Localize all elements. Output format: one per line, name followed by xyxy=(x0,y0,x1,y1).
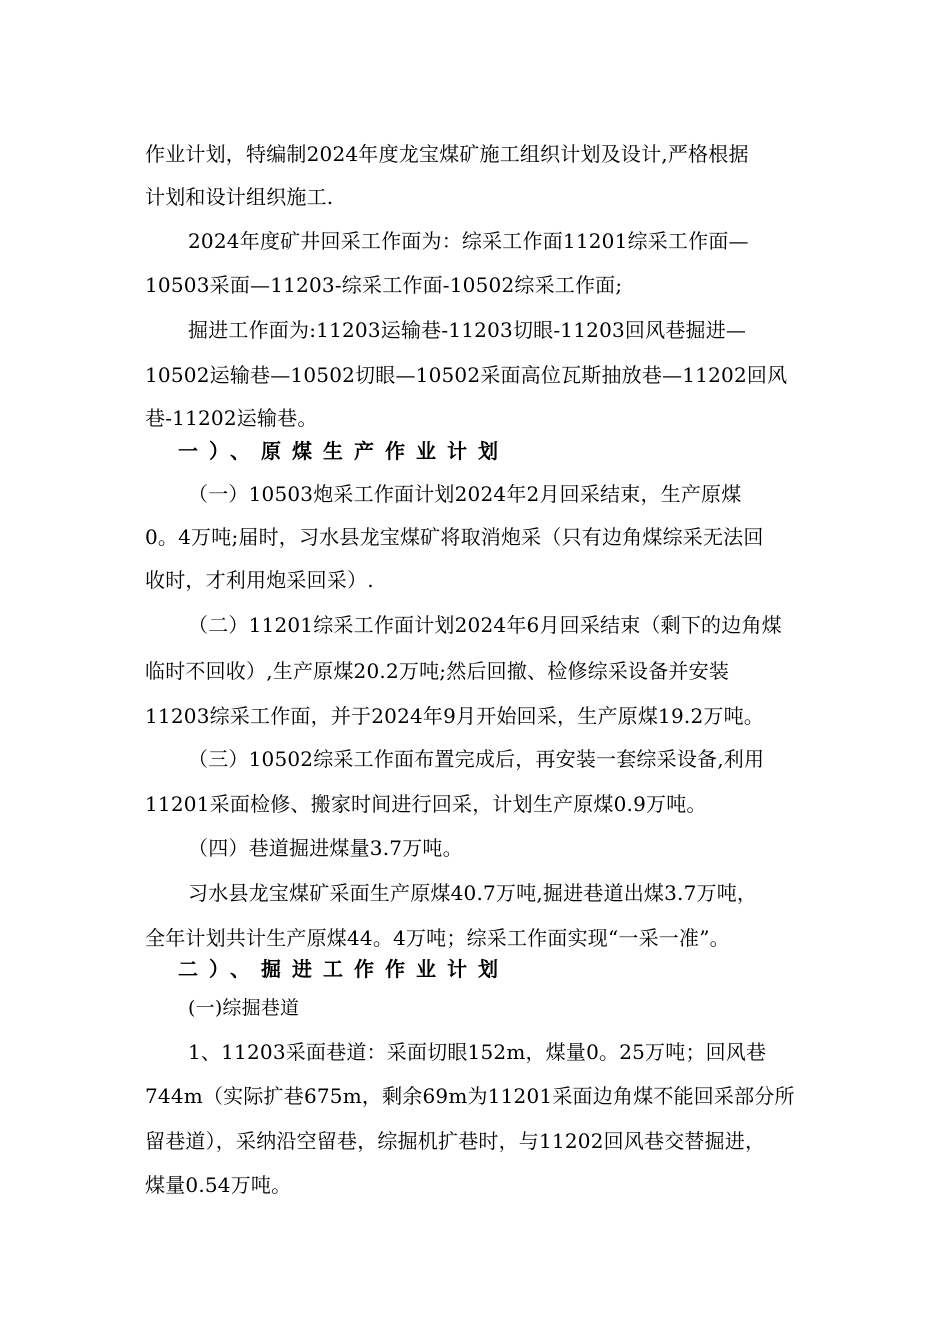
paragraph-line: 全年计划共计生产原煤44。4万吨；综采工作面实现“一采一准”。 xyxy=(145,926,730,950)
paragraph-line: （一）10503炮采工作面计划2024年2月回采结束，生产原煤 xyxy=(188,482,742,506)
paragraph-line: 巷-11202运输巷。 xyxy=(145,406,318,430)
paragraph-line: 作业计划，特编制2024年度龙宝煤矿施工组织计划及设计,严格根据 xyxy=(145,142,749,166)
section-heading-1: 一）、原煤生产作业计划 xyxy=(178,439,509,463)
paragraph-line: 10503采面—11203-综采工作面-10502综采工作面; xyxy=(145,273,623,297)
paragraph-line: 计划和设计组织施工. xyxy=(145,185,334,209)
paragraph-line: 0。4万吨;届时，习水县龙宝煤矿将取消炮采（只有边角煤综采无法回 xyxy=(145,525,764,549)
paragraph-line: 2024年度矿井回采工作面为：综采工作面11201综采工作面— xyxy=(188,229,749,253)
paragraph-line: 11203综采工作面，并于2024年9月开始回采，生产原煤19.2万吨。 xyxy=(145,704,764,728)
paragraph-line: 1、11203采面巷道：采面切眼152m，煤量0。25万吨；回风巷 xyxy=(188,1040,767,1064)
paragraph-line: 收时，才利用炮采回采）. xyxy=(145,568,374,592)
section-heading-2: 二）、掘进工作作业计划 xyxy=(178,957,509,981)
paragraph-line: 11201采面检修、搬家时间进行回采，计划生产原煤0.9万吨。 xyxy=(145,792,707,816)
paragraph-line: （二）11201综采工作面计划2024年6月回采结束（剩下的边角煤 xyxy=(188,613,782,637)
paragraph-line: 744m（实际扩巷675m，剩余69m为11201采面边角煤不能回采部分所 xyxy=(145,1084,795,1108)
paragraph-line: 掘进工作面为:11203运输巷-11203切眼-11203回风巷掘进— xyxy=(188,318,747,342)
paragraph-line: （三）10502综采工作面布置完成后，再安装一套综采设备,利用 xyxy=(188,747,765,771)
paragraph-line: 10502运输巷—10502切眼—10502采面高位瓦斯抽放巷—11202回风 xyxy=(145,363,788,387)
paragraph-line: 习水县龙宝煤矿采面生产原煤40.7万吨,掘进巷道出煤3.7万吨， xyxy=(188,881,758,905)
paragraph-line: 临时不回收）,生产原煤20.2万吨;然后回撤、检修综采设备并安装 xyxy=(145,659,730,683)
subsection-heading: (一)综掘巷道 xyxy=(188,997,300,1019)
paragraph-line: （四）巷道掘进煤量3.7万吨。 xyxy=(188,836,463,860)
paragraph-line: 煤量0.54万吨。 xyxy=(145,1173,292,1197)
paragraph-line: 留巷道），采纳沿空留巷，综掘机扩巷时，与11202回风巷交替掘进， xyxy=(145,1129,766,1153)
